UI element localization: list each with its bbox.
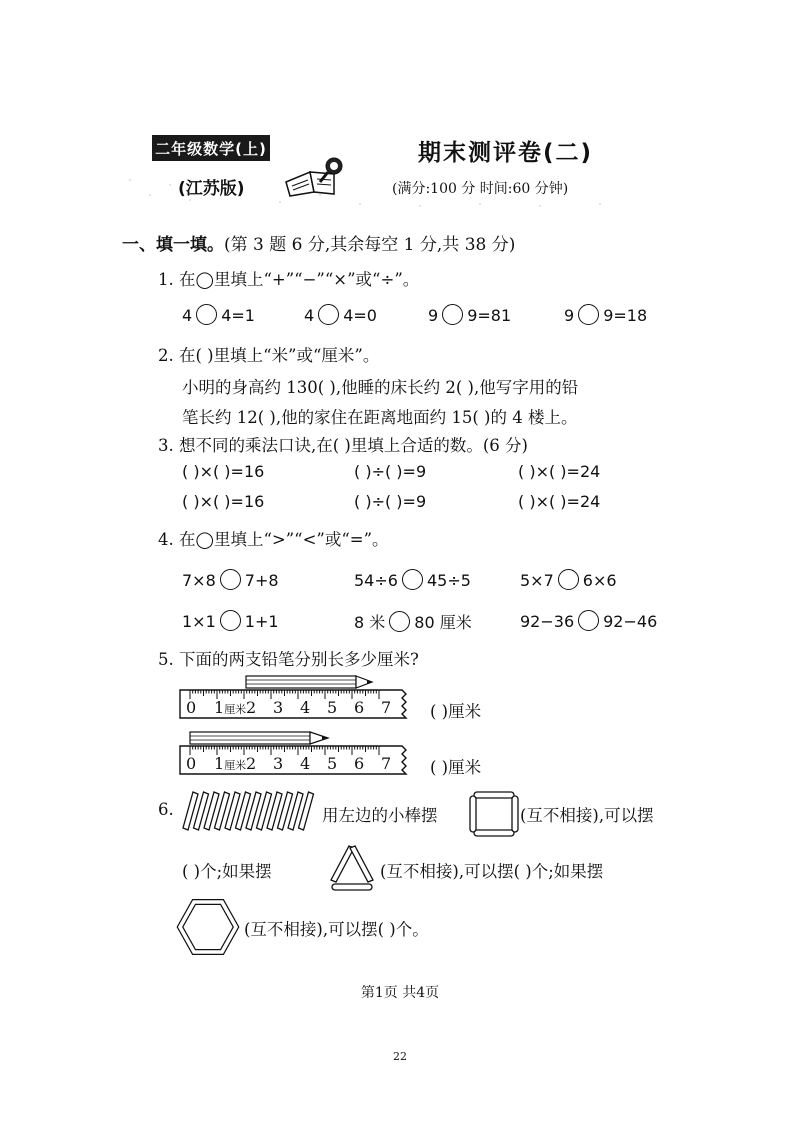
q6-line-3: (互不相接),可以摆( )个。 bbox=[244, 920, 429, 939]
q3-row-1 bbox=[182, 462, 702, 486]
ruler-tick-label: 3 bbox=[273, 754, 284, 773]
ruler-with-pencil-2 bbox=[176, 728, 412, 776]
question-1 bbox=[158, 266, 419, 290]
q5-number: 5. bbox=[158, 650, 174, 669]
answer-circle[interactable] bbox=[578, 610, 599, 631]
q5-text: 下面的两支铅笔分别长多少厘米? bbox=[179, 650, 419, 669]
question-2 bbox=[158, 342, 379, 366]
q3-text: 想不同的乘法口诀,在( )里填上合适的数。(6 分) bbox=[179, 436, 528, 455]
page-footer: 第1页 共4页 bbox=[360, 985, 440, 1001]
exam-title: 期末测评卷(二) bbox=[418, 140, 594, 166]
question-5 bbox=[158, 646, 419, 670]
q3-row-2 bbox=[182, 492, 702, 516]
q4-row-1 bbox=[182, 569, 702, 593]
book-magnifier-icon bbox=[282, 152, 352, 198]
question-4 bbox=[158, 526, 389, 550]
sticks-icon bbox=[180, 788, 320, 834]
q6-line-2b: (互不相接),可以摆( )个;如果摆 bbox=[380, 862, 604, 881]
q1-item: 9 9=81 bbox=[428, 306, 512, 325]
q6-line-2a: ( )个;如果摆 bbox=[182, 862, 272, 881]
answer-circle[interactable] bbox=[220, 569, 241, 590]
q3-expression[interactable]: ( )×( )=24 bbox=[518, 492, 601, 511]
answer-circle[interactable] bbox=[402, 569, 423, 590]
q4-item: 92−36 92−46 bbox=[520, 612, 658, 631]
hexagon-sticks-icon bbox=[176, 898, 240, 956]
ruler-tick-label: 2 bbox=[246, 754, 257, 773]
q4-number: 4. bbox=[158, 530, 174, 549]
q1-items bbox=[182, 304, 702, 328]
ruler-tick-label: 4 bbox=[300, 698, 311, 717]
q1-item: 9 9=18 bbox=[564, 306, 648, 325]
q5-answer-1[interactable]: ( )厘米 bbox=[430, 702, 482, 721]
q6-line-1b: (互不相接),可以摆 bbox=[520, 806, 654, 825]
q6-number: 6. bbox=[158, 800, 174, 819]
answer-circle[interactable] bbox=[578, 304, 599, 325]
ruler-with-pencil-1 bbox=[176, 672, 412, 720]
pencil-icon bbox=[190, 732, 328, 744]
exam-subtitle: (满分:100 分 时间:60 分钟) bbox=[392, 181, 569, 197]
q3-expression[interactable]: ( )×( )=16 bbox=[182, 492, 265, 511]
q4-row-2 bbox=[182, 610, 702, 634]
answer-circle[interactable] bbox=[196, 304, 217, 325]
ruler-tick-label: 5 bbox=[327, 754, 338, 773]
q2-line-1: 小明的身高约 130( ),他睡的床长约 2( ),他写字用的铅 bbox=[182, 378, 579, 397]
q4-item: 1×1 1+1 bbox=[182, 612, 279, 631]
q4-item: 7×8 7+8 bbox=[182, 571, 279, 590]
answer-circle[interactable] bbox=[389, 611, 410, 632]
section-label: 一、填一填。 bbox=[122, 235, 224, 255]
ruler-tick-label: 5 bbox=[327, 698, 338, 717]
square-sticks-icon bbox=[468, 788, 520, 840]
ruler-tick-label: 7 bbox=[381, 698, 392, 717]
ruler-tick-label: 4 bbox=[300, 754, 311, 773]
pencil-icon bbox=[246, 676, 372, 688]
q4-item: 54÷6 45÷5 bbox=[354, 571, 471, 590]
ruler-tick-label: 6 bbox=[354, 754, 365, 773]
ruler-tick-label: 1厘米 bbox=[214, 698, 247, 717]
ruler-tick-label: 1厘米 bbox=[214, 754, 247, 773]
question-3 bbox=[158, 432, 528, 456]
q3-expression[interactable]: ( )÷( )=9 bbox=[354, 492, 427, 511]
edition-label: (江苏版) bbox=[178, 179, 245, 199]
q3-expression[interactable]: ( )×( )=16 bbox=[182, 462, 265, 481]
q4-item: 5×7 6×6 bbox=[520, 571, 617, 590]
ruler-tick-label: 6 bbox=[354, 698, 365, 717]
q1-item: 4 4=1 bbox=[182, 306, 255, 325]
q3-expression[interactable]: ( )÷( )=9 bbox=[354, 462, 427, 481]
ruler-tick-label: 0 bbox=[186, 698, 197, 717]
triangle-sticks-icon bbox=[324, 842, 380, 892]
q5-answer-2[interactable]: ( )厘米 bbox=[430, 758, 482, 777]
q4-item: 8 米 80 厘米 bbox=[354, 613, 472, 632]
q2-line-2: 笔长约 12( ),他的家住在距离地面约 15( )的 4 楼上。 bbox=[182, 408, 578, 427]
answer-circle[interactable] bbox=[558, 569, 579, 590]
answer-circle[interactable] bbox=[220, 610, 241, 631]
q1-number: 1. bbox=[158, 270, 174, 289]
q4-text: 在◯里填上“>”“<”或“=”。 bbox=[179, 530, 389, 549]
q2-number: 2. bbox=[158, 346, 174, 365]
q6-line-1: 用左边的小棒摆 bbox=[322, 806, 438, 825]
ruler-tick-label: 2 bbox=[246, 698, 257, 717]
section-heading bbox=[122, 230, 515, 255]
q2-text: 在( )里填上“米”或“厘米”。 bbox=[179, 346, 380, 365]
ruler-tick-label: 7 bbox=[381, 754, 392, 773]
page-number: 22 bbox=[393, 1050, 407, 1063]
q1-item: 4 4=0 bbox=[304, 306, 377, 325]
section-note: (第 3 题 6 分,其余每空 1 分,共 38 分) bbox=[224, 235, 516, 255]
ruler-tick-label: 0 bbox=[186, 754, 197, 773]
answer-circle[interactable] bbox=[318, 304, 339, 325]
q1-text: 在◯里填上“+”“−”“×”或“÷”。 bbox=[179, 270, 420, 289]
q3-expression[interactable]: ( )×( )=24 bbox=[518, 462, 601, 481]
answer-circle[interactable] bbox=[442, 304, 463, 325]
ruler-tick-label: 3 bbox=[273, 698, 284, 717]
grade-badge: 二年级数学(上) bbox=[152, 135, 270, 161]
q3-number: 3. bbox=[158, 436, 174, 455]
